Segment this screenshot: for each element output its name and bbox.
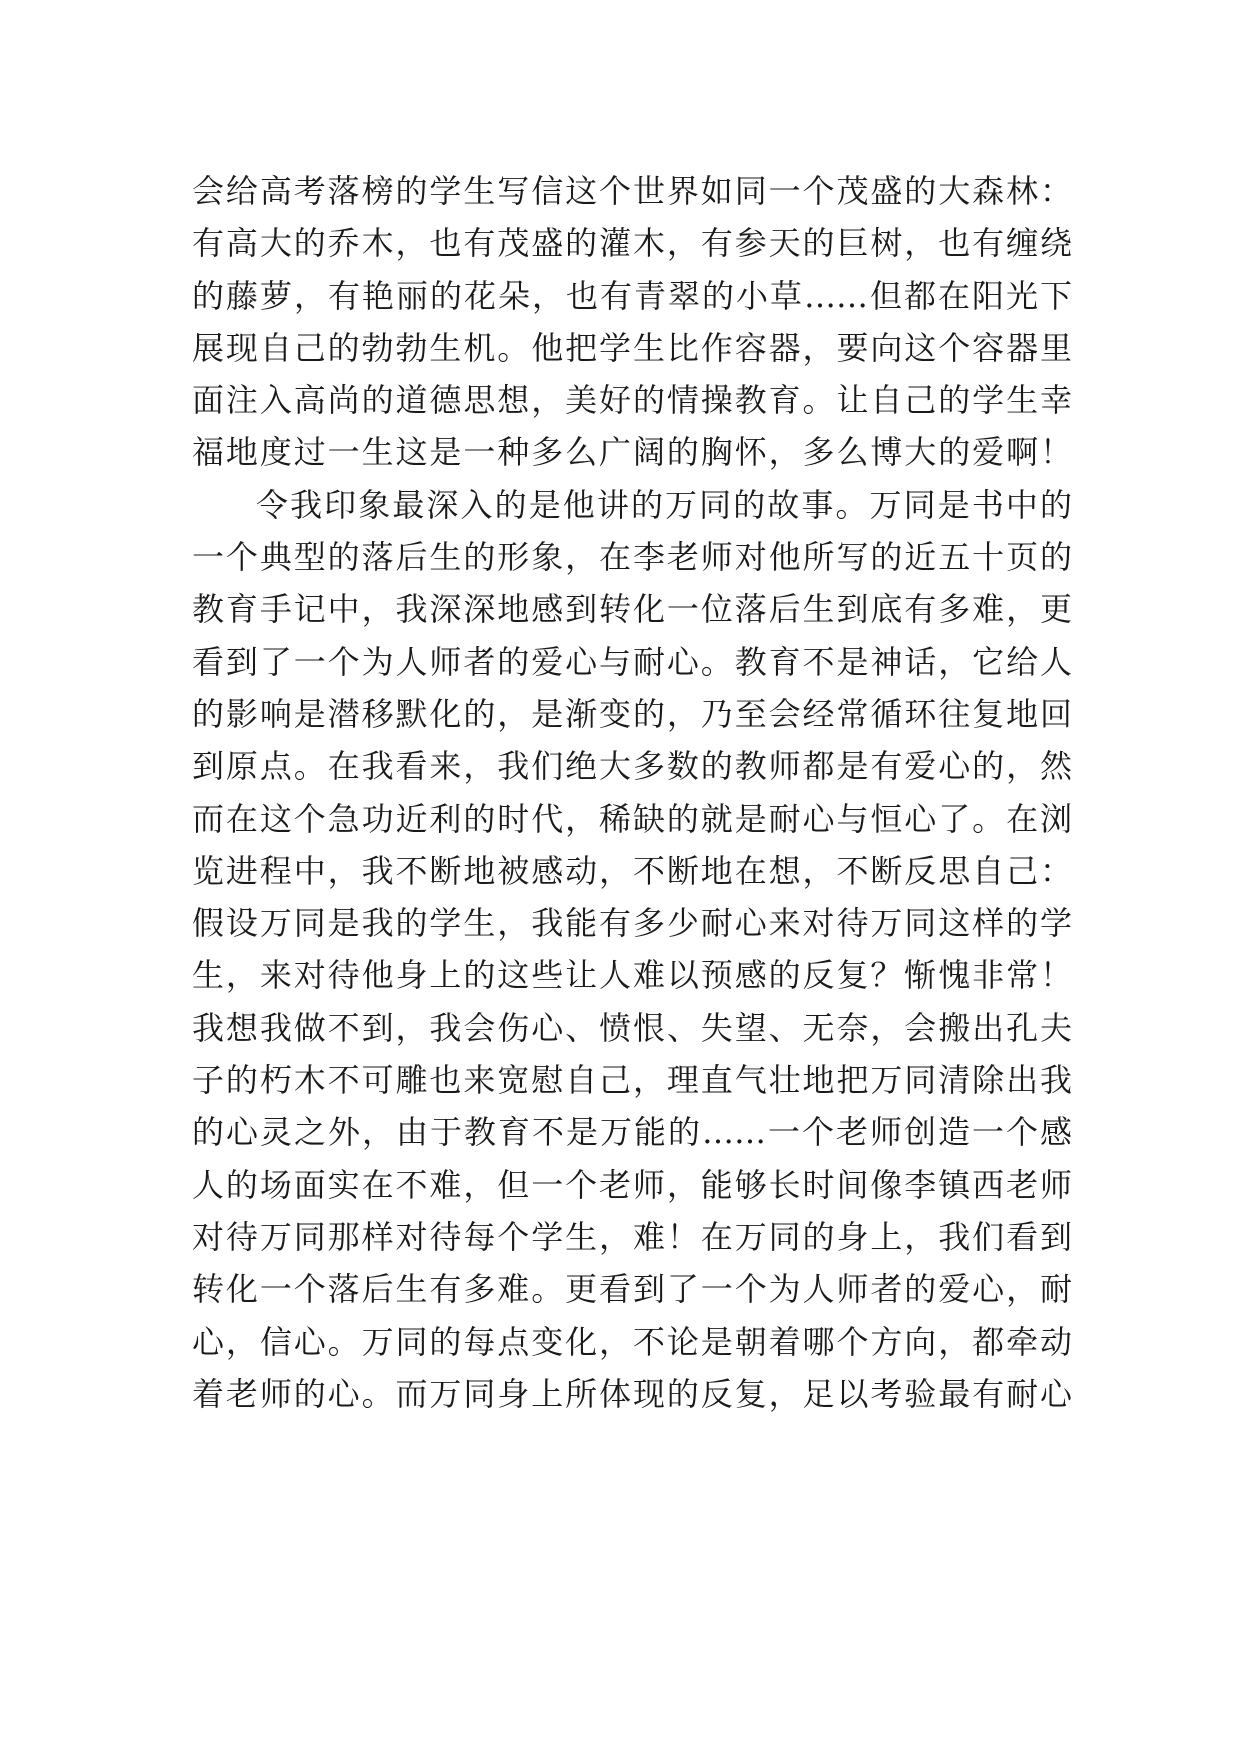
text-line: 的心灵之外，由于教育不是万能的……一个老师创造一个感 <box>192 1113 1072 1152</box>
text-line: 有高大的乔木，也有茂盛的灌木，有参天的巨树，也有缠绕 <box>192 224 1072 263</box>
text-line: 而在这个急功近利的时代，稀缺的就是耐心与恒心了。在浏 <box>192 799 1072 838</box>
text-line: 着老师的心。而万同身上所体现的反复，足以考验最有耐心 <box>192 1374 1072 1413</box>
text-line: 会给高考落榜的学生写信这个世界如同一个茂盛的大森林： <box>192 172 1072 210</box>
text-line: 到原点。在我看来，我们绝大多数的教师都是有爱心的，然 <box>192 747 1072 786</box>
text-line: 人的场面实在不难，但一个老师，能够长时间像李镇西老师 <box>192 1165 1072 1204</box>
text-line: 对待万同那样对待每个学生，难！在万同的身上，我们看到 <box>192 1217 1072 1256</box>
text-line: 的藤萝，有艳丽的花朵，也有青翠的小草……但都在阳光下 <box>192 276 1072 315</box>
text-line: 看到了一个为人师者的爱心与耐心。教育不是神话，它给人 <box>192 642 1072 681</box>
text-line: 生，来对待他身上的这些让人难以预感的反复？惭愧非常！ <box>192 956 1072 995</box>
text-line: 转化一个落后生有多难。更看到了一个为人师者的爱心，耐 <box>192 1270 1072 1309</box>
text-line: 览进程中，我不断地被感动，不断地在想，不断反思自己： <box>192 851 1072 890</box>
text-line: 面注入高尚的道德思想，美好的情操教育。让自己的学生幸 <box>192 381 1072 420</box>
text-line: 福地度过一生这是一种多么广阔的胸怀，多么博大的爱啊！ <box>192 433 1072 472</box>
body-text <box>192 165 1072 1420</box>
text-line: 我想我做不到，我会伤心、愤恨、失望、无奈，会搬出孔夫 <box>192 1008 1072 1047</box>
text-line: 一个典型的落后生的形象，在李老师对他所写的近五十页的 <box>192 538 1072 577</box>
text-line: 假设万同是我的学生，我能有多少耐心来对待万同这样的学 <box>192 904 1072 943</box>
text-line: 展现自己的勃勃生机。他把学生比作容器，要向这个容器里 <box>192 328 1072 367</box>
text-line: 子的朽木不可雕也来宽慰自己，理直气壮地把万同清除出我 <box>192 1061 1072 1100</box>
text-line: 心，信心。万同的每点变化，不论是朝着哪个方向，都牵动 <box>192 1322 1072 1361</box>
text-line: 教育手记中，我深深地感到转化一位落后生到底有多难，更 <box>192 590 1072 629</box>
paragraph-first-line: 令我印象最深入的是他讲的万同的故事。万同是书中的 <box>256 485 1072 524</box>
text-line: 的影响是潜移默化的，是渐变的，乃至会经常循环往复地回 <box>192 694 1072 733</box>
